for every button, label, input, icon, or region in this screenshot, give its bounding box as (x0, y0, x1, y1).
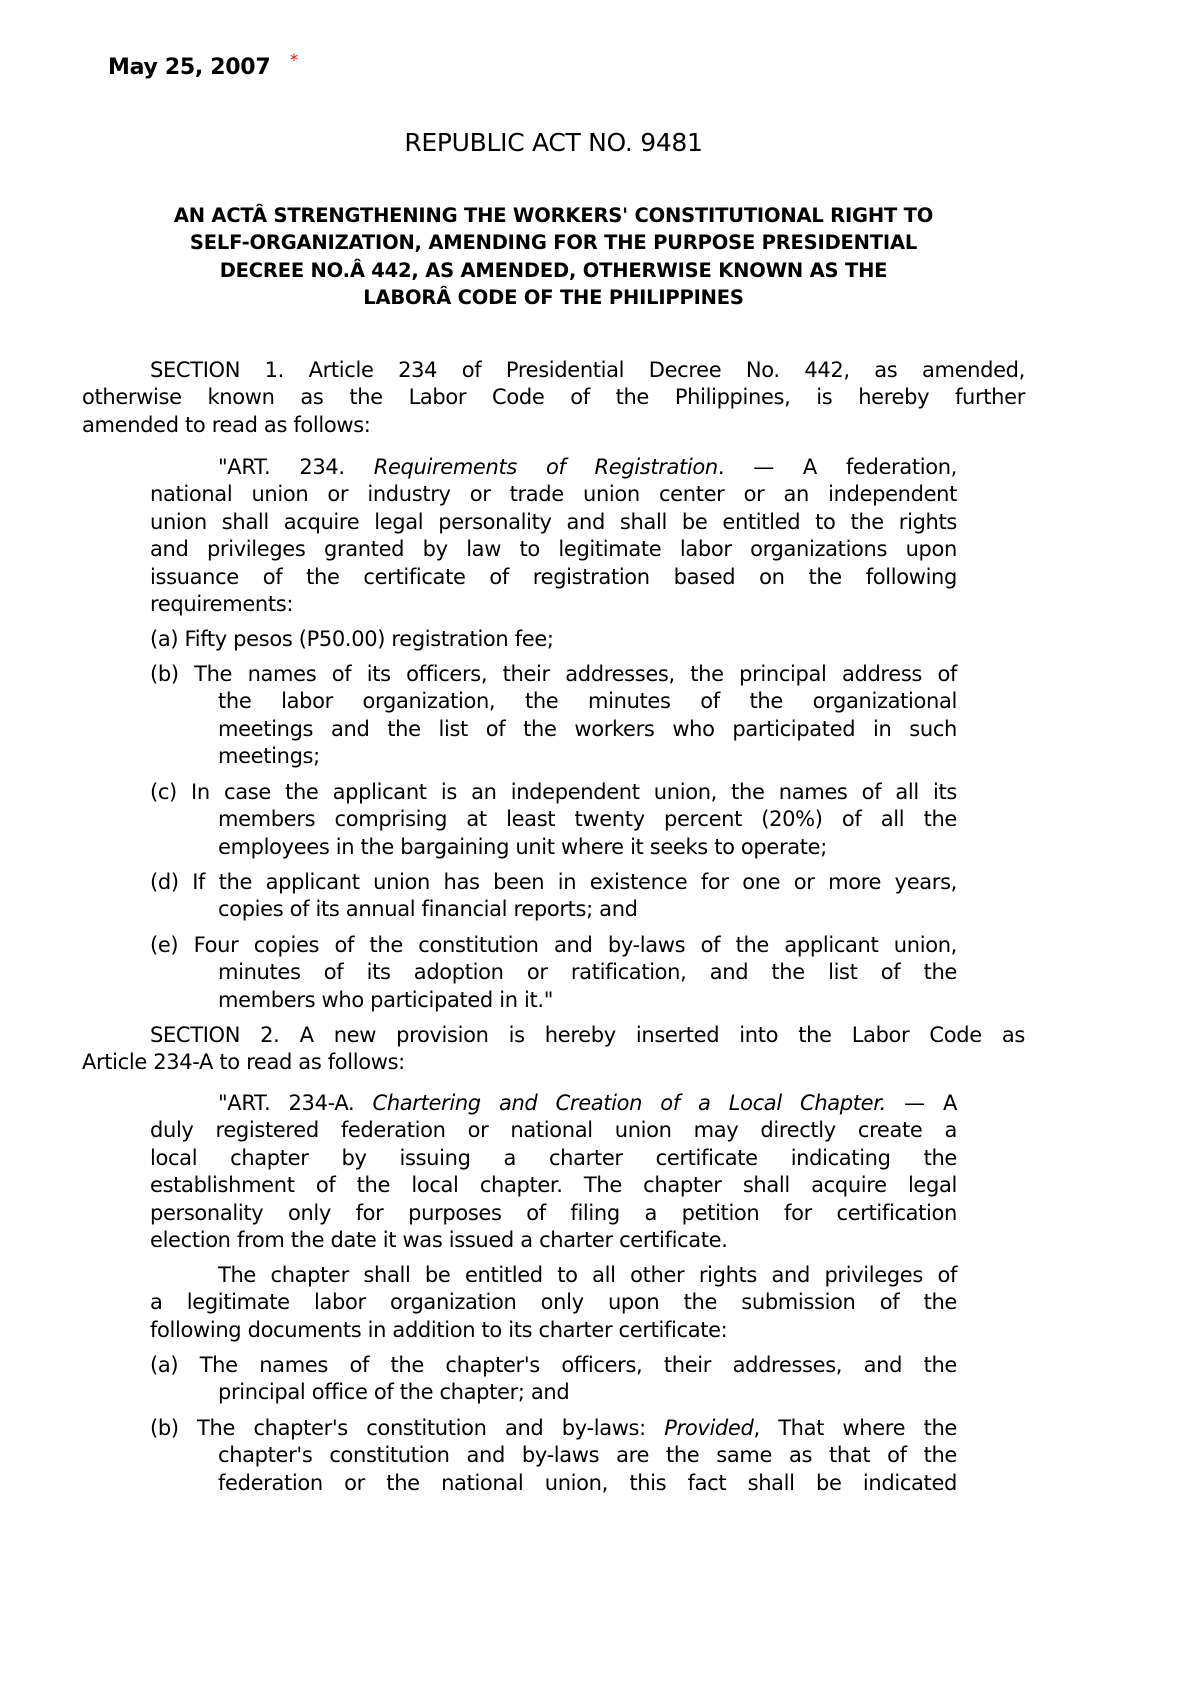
text: federation or the national union, this fact shall be indicated (218, 1470, 957, 1495)
text: national union or industry or trade union center or an independent (150, 482, 957, 507)
article-234-a-para-2 (150, 1262, 957, 1344)
text: amended to read as follows: (82, 412, 371, 437)
text-line (82, 412, 1025, 439)
article-234-item-a (150, 626, 957, 653)
text-line (150, 779, 957, 806)
text: otherwise known as the Labor Code of the Philippines, is hereby further (82, 385, 1025, 410)
article-234-item-c (150, 779, 957, 861)
text: the labor organization, the minutes of the organizational (218, 689, 957, 714)
heading-line: LABORÂ CODE OF THE PHILIPPINES (363, 286, 744, 310)
text-line (150, 959, 957, 986)
text: SECTION 1. Article 234 of Presidential Decree No. 442, as amended, (150, 358, 1025, 382)
text: . — A federation, (717, 455, 958, 479)
text-line (150, 1262, 957, 1289)
text-line (150, 661, 957, 688)
text: Article 234-A to read as follows: (82, 1050, 405, 1075)
section-2 (82, 1022, 1025, 1077)
section-1 (82, 357, 1025, 439)
text: requirements: (150, 591, 294, 616)
text-line (150, 1442, 957, 1469)
text: principal office of the chapter; and (218, 1380, 570, 1405)
text: "ART. 234-A. (218, 1091, 373, 1115)
text: SECTION 2. A new provision is hereby inserted into the Labor Code as (150, 1023, 1025, 1047)
article-234-item-d (150, 869, 957, 924)
text-line (150, 1200, 957, 1227)
text-line (82, 1049, 1025, 1076)
text-line (150, 1145, 957, 1172)
footnote-asterisk[interactable]: * (290, 50, 298, 69)
text: and privileges granted by law to legitimate labor organizations upon (150, 537, 957, 562)
italic-text: Provided (664, 1416, 754, 1440)
text: employees in the bargaining unit where it seeks to operate; (218, 834, 827, 859)
text-line (150, 1289, 957, 1316)
text-line (150, 481, 957, 508)
text-line (150, 1415, 957, 1442)
text: union shall acquire legal personality and shall be entitled to the rights (150, 509, 957, 534)
text-line (150, 834, 957, 861)
text-line (150, 1352, 957, 1379)
text: minutes of its adoption or ratification, and the list of the (218, 960, 957, 985)
article-234-item-b (150, 661, 957, 771)
text-line (150, 987, 957, 1014)
text: establishment of the local chapter. The chapter shall acquire legal (150, 1173, 957, 1198)
text: personality only for purposes of filing a petition for certification (150, 1200, 957, 1225)
text: a legitimate labor organization only upon the submission of the (150, 1290, 957, 1315)
text-line (150, 1090, 957, 1117)
text-line (150, 716, 957, 743)
text-line (150, 869, 957, 896)
text: election from the date it was issued a charter certificate. (150, 1227, 728, 1252)
text: (a) The names of the chapter's officers, their addresses, and the (150, 1353, 957, 1377)
text-line (150, 536, 957, 563)
text: members who participated in it." (218, 987, 554, 1012)
text-line (150, 896, 957, 923)
text: "ART. 234. (218, 455, 374, 479)
text: (a) Fifty pesos (P50.00) registration fee; (150, 627, 554, 651)
text-line (150, 591, 957, 618)
text: following documents in addition to its charter certificate: (150, 1317, 728, 1342)
heading-line: AN ACTÂ STRENGTHENING THE WORKERS' CONSTITUTIONAL RIGHT TO (173, 204, 934, 227)
text-line (150, 1227, 957, 1254)
text: meetings and the list of the workers who participated in such (218, 716, 957, 741)
text: members comprising at least twenty percent (20%) of all the (218, 807, 957, 832)
text-line (82, 384, 1025, 411)
article-234-item-e (150, 932, 957, 1014)
italic-text: Chartering and Creation of a Local Chapter. (372, 1091, 886, 1115)
text-line (82, 1022, 1025, 1049)
article-234-a (150, 1090, 957, 1254)
text-line (150, 1379, 957, 1406)
article-234-a-item-a (150, 1352, 957, 1407)
text: chapter's constitution and by-laws are the same as that of the (218, 1443, 957, 1468)
text: , That where the (753, 1416, 957, 1440)
text-line (150, 1172, 957, 1199)
text: (d) If the applicant union has been in existence for one or more years, (150, 870, 957, 894)
text-line (150, 1117, 957, 1144)
heading-line: SELF-ORGANIZATION, AMENDING FOR THE PURPOSE PRESIDENTIAL (189, 231, 918, 255)
text: The chapter shall be entitled to all other rights and privileges of (218, 1263, 957, 1287)
document-date: May 25, 2007 (108, 55, 271, 80)
text-line (150, 454, 957, 481)
text: (c) In case the applicant is an independent union, the names of all its (150, 780, 957, 804)
article-234-a-item-b (150, 1415, 957, 1497)
text: issuance of the certificate of registration based on the following (150, 564, 957, 589)
text-line (150, 509, 957, 536)
text-line (82, 357, 1025, 384)
text: duly registered federation or national union may directly create a (150, 1118, 957, 1143)
text-line (150, 688, 957, 715)
heading-line: DECREE NO.Â 442, AS AMENDED, OTHERWISE KNOWN AS THE (219, 258, 888, 282)
text: meetings; (218, 744, 320, 769)
text-line (150, 564, 957, 591)
text: copies of its annual financial reports; and (218, 897, 638, 922)
article-234 (150, 454, 957, 618)
text: (b) The names of its officers, their addresses, the principal address of (150, 662, 957, 686)
text-line (150, 806, 957, 833)
text: (b) The chapter's constitution and by-laws: (150, 1416, 665, 1440)
text-line (150, 1317, 957, 1344)
text-line (150, 1470, 957, 1497)
italic-text: Requirements of Registration (373, 455, 718, 479)
act-heading (60, 202, 1047, 312)
text-line (150, 626, 957, 653)
text: — A (885, 1091, 957, 1115)
act-title: REPUBLIC ACT NO. 9481 (404, 128, 703, 157)
text-line (150, 743, 957, 770)
text-line (150, 932, 957, 959)
text: (e) Four copies of the constitution and by-laws of the applicant union, (150, 933, 957, 957)
text: local chapter by issuing a charter certificate indicating the (150, 1145, 957, 1170)
